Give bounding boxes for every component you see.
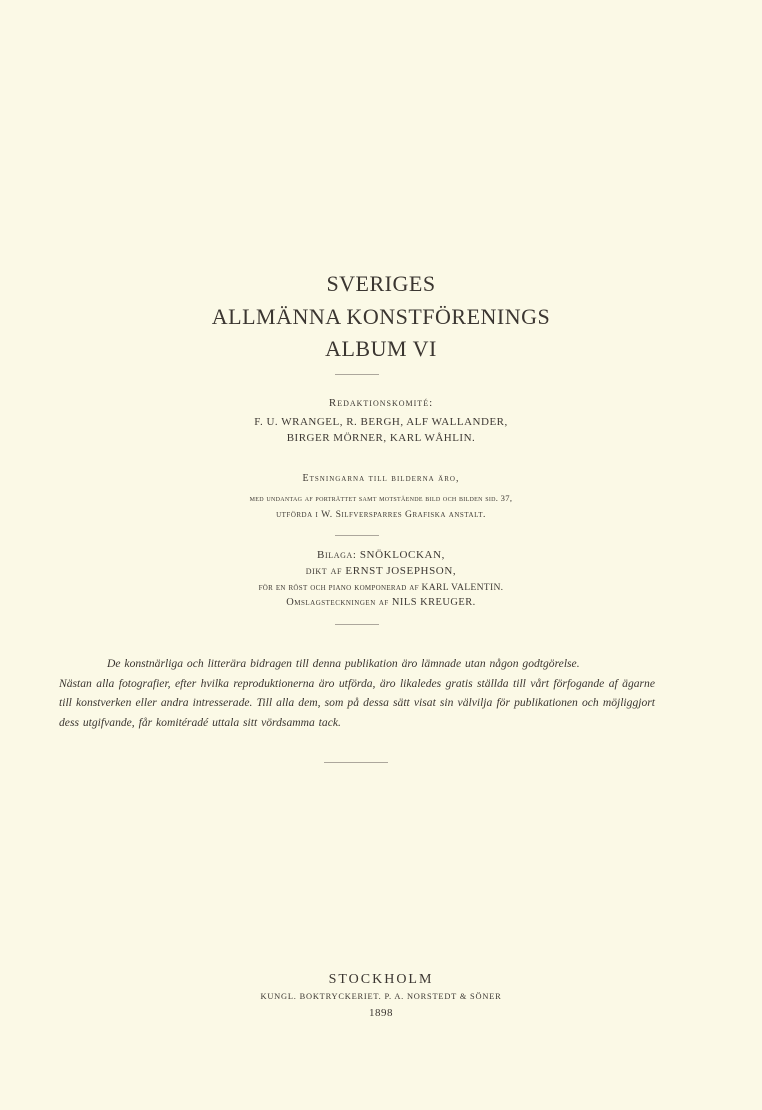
title-line-1: SVERIGES	[326, 271, 436, 296]
divider-4	[324, 762, 388, 763]
title-line-3: ALBUM VI	[325, 336, 437, 361]
supplement-line-2: dikt af ERNST JOSEPHSON,	[305, 565, 457, 577]
imprint-city: STOCKHOLM	[328, 972, 434, 987]
supplement-line-4: Omslagsteckningen af NILS KREUGER.	[286, 597, 476, 608]
title-line-2: ALLMÄNNA KONSTFÖRENINGS	[211, 304, 551, 329]
supplement-line-1: Bilaga: SNÖKLOCKAN,	[317, 549, 445, 561]
committee-names-2: BIRGER MÖRNER, KARL WÅHLIN.	[286, 432, 476, 444]
committee-names-1: F. U. WRANGEL, R. BERGH, ALF WALLANDER,	[254, 416, 508, 428]
acknowledgement-rest: Nästan alla fotografier, efter hvilka reproduktionerna äro utförda, äro likaledes gratis ställda till vårt förfogande af ägarne till konstverken eller andra intresserade. Till alla dem, som på dessa sätt visat sin välvilja för publikationen och möjliggjort dess utgifvande, får komitéradé uttala sitt vördsamma tack.	[59, 676, 655, 729]
acknowledgement-paragraph	[59, 654, 655, 732]
supplement-line-3: för en röst och piano komponerad af KARL VALENTIN.	[258, 582, 504, 593]
etchings-line-1: Etsningarna till bilderna äro,	[302, 473, 460, 484]
divider-2	[335, 535, 379, 536]
divider-1	[335, 374, 379, 375]
imprint-printer: KUNGL. BOKTRYCKERIET. P. A. NORSTEDT & SÖNER	[260, 992, 502, 1001]
imprint-year: 1898	[369, 1007, 393, 1019]
etchings-line-3: utförda i W. Silfversparres Grafiska anstalt.	[276, 509, 486, 520]
divider-3	[335, 624, 379, 625]
etchings-line-2: med undantag af porträttet samt motstående bild och bilden sid. 37,	[249, 493, 513, 503]
committee-label: Redaktionskomité:	[328, 397, 434, 409]
acknowledgement-first-sentence: De konstnärliga och litterära bidragen till denna publikation äro lämnade utan någon godtgörelse.	[107, 657, 580, 670]
